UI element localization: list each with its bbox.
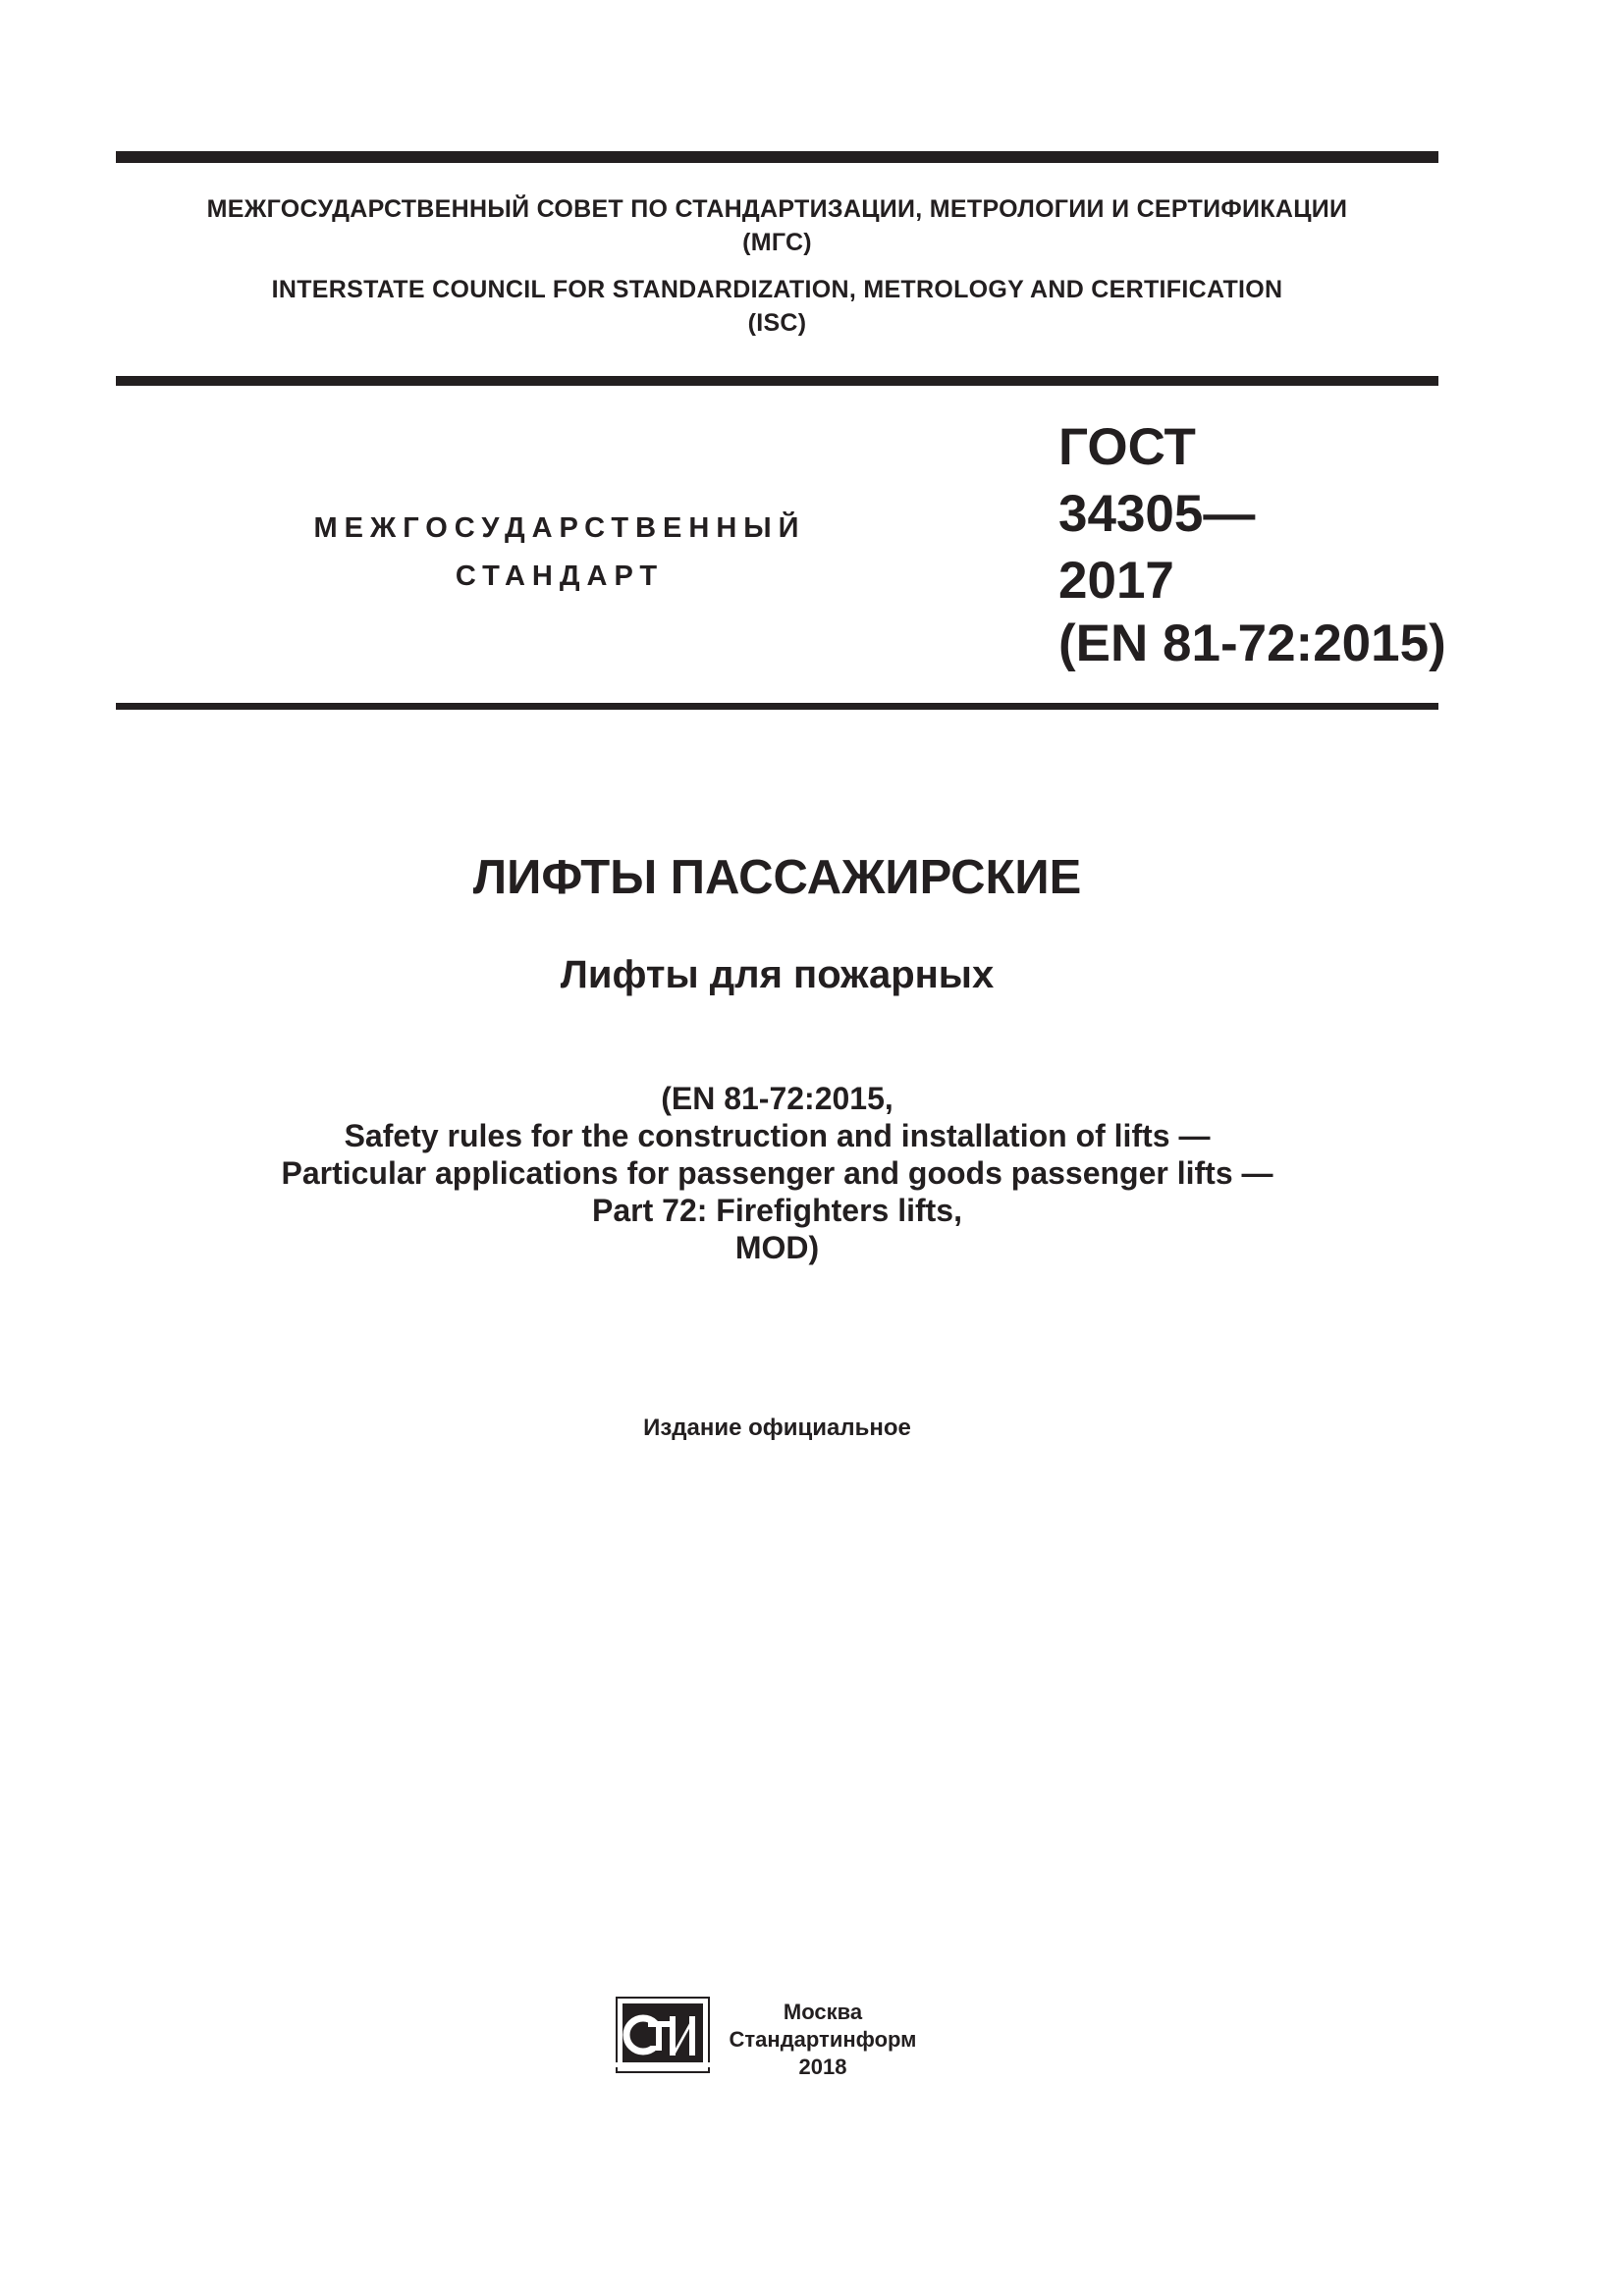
top-rule <box>116 151 1438 163</box>
council-header <box>116 192 1438 340</box>
council-name-ru: МЕЖГОСУДАРСТВЕННЫЙ СОВЕТ ПО СТАНДАРТИЗАЦИИ, МЕТРОЛОГИИ И СЕРТИФИКАЦИИ <box>206 195 1348 223</box>
imprint-year: 2018 <box>798 2055 847 2079</box>
middle-rule <box>116 376 1438 386</box>
reference-line: MOD) <box>734 1230 820 1265</box>
reference-line: Safety rules for the construction and installation of lifts — <box>344 1118 1211 1153</box>
standard-kind-line2: СТАНДАРТ <box>455 561 665 592</box>
imprint-city: Москва <box>783 2000 863 2024</box>
imprint-publisher: Стандартинформ <box>729 2027 917 2052</box>
reference-line: (EN 81-72:2015, <box>661 1081 893 1116</box>
council-name-en: INTERSTATE COUNCIL FOR STANDARDIZATION, METROLOGY AND CERTIFICATION <box>271 276 1283 303</box>
standard-number: 34305— <box>1058 485 1256 543</box>
gost-label: ГОСТ <box>1058 418 1196 476</box>
standard-equivalent: (EN 81-72:2015) <box>1058 614 1446 672</box>
bottom-rule <box>116 703 1438 710</box>
reference-line: Part 72: Firefighters lifts, <box>592 1193 962 1228</box>
edition-note: Издание официальное <box>643 1415 911 1441</box>
council-abbr-ru: (МГС) <box>742 229 812 256</box>
document-subtitle: Лифты для пожарных <box>560 953 995 996</box>
reference-block <box>116 1080 1438 1266</box>
standartinform-logo-icon <box>616 1997 710 2073</box>
document-title: ЛИФТЫ ПАССАЖИРСКИЕ <box>472 851 1082 904</box>
standard-year: 2017 <box>1058 552 1174 610</box>
reference-line: Particular applications for passenger and goods passenger lifts — <box>281 1155 1273 1191</box>
standard-number-block <box>1058 416 1446 675</box>
standard-kind <box>245 505 874 601</box>
council-abbr-en: (ISC) <box>747 309 807 337</box>
imprint <box>725 1999 921 2081</box>
standard-kind-line1: МЕЖГОСУДАРСТВЕННЫЙ <box>313 512 806 544</box>
